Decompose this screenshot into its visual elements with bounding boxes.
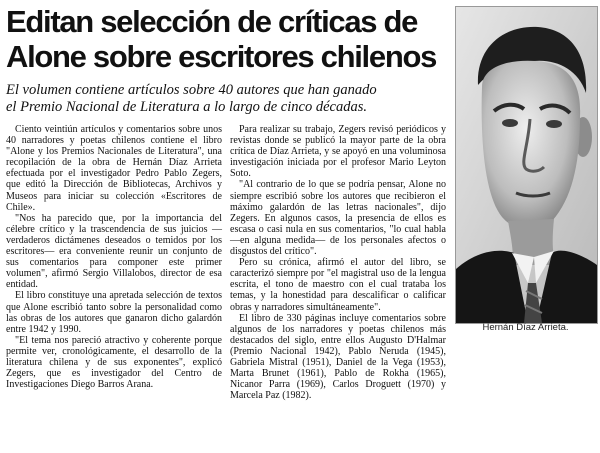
portrait-photo <box>455 6 598 324</box>
headline-line-2: Alone sobre escritores chilenos <box>6 39 437 74</box>
headline <box>6 4 446 74</box>
paragraph: El libro de 330 páginas incluye comentarios sobre algunos de los narradores y poetas chilenos más destacados del siglo, entre ellos Augusto D'Halmar (Premio Nacional 1942), Pablo Neruda (1945), Gabriela Mistral (1951), Daniel de la Vega (1953), Marta Brunet (1961), Pablo de Rokha (1965), Nicanor Parra (1969), Carlos Droguett (1970) y Marcela Paz (1982). <box>230 312 446 402</box>
paragraph: Ciento veintiún artículos y comentarios sobre unos 40 narradores y poetas chilenos contiene el libro "Alone y los Premios Nacionales de Literatura", una recopilación de la obra de Hernán Díaz Arrieta efectuada por el investigador Pedro Pablo Zegers, que editó la Dirección de Bibliotecas, Archivos y Museos para iniciar su colección «Escritores de Chile». <box>6 124 222 213</box>
subheadline <box>6 82 451 116</box>
paragraph: Para realizar su trabajo, Zegers revisó periódicos y revistas donde se publicó la mayor parte de la obra crítica de Díaz Arrieta, y se apoyó en una voluminosa investigación iniciada por el profesor Mario Leyton Soto. <box>230 124 446 180</box>
photo-caption: Hernán Díaz Arrieta. <box>482 322 569 333</box>
article-column-left <box>6 124 222 451</box>
paragraph: Pero su crónica, afirmó el autor del libro, se caracterizó siempre por "el magistral uso de la lengua escrita, el tono de maestro con el cual trataba los temas, y la honestidad para descalificar o calificar obras y narradores simultáneamente". <box>230 257 446 313</box>
headline-line-1: Editan selección de críticas de <box>6 4 418 39</box>
paragraph: "Nos ha parecido que, por la importancia del célebre crítico y la trascendencia de sus juicios —verdaderos dictámenes deseados o temidos por los escritores— era conveniente reunir un conjunto de sus comentarios para componer este primer volumen", afirmó Sergio Villalobos, director de esa entidad. <box>6 212 222 291</box>
paragraph: El libro constituye una apretada selección de textos que Alone escribió tanto sobre la personalidad como las obras de los autores que ganaron dicho galardón entre 1942 y 1990. <box>6 290 222 335</box>
portrait-illustration <box>456 7 597 323</box>
paragraph: "Al contrario de lo que se podría pensar, Alone no siempre escribió sobre los autores que recibieron el máximo galardón de las letras nacionales", dijo Zegers. En algunos casos, la presencia de ellos es escasa o casi nula en sus comentarios, "lo cual habla —en alguna medida— de los personales afectos o disgustos del crítico". <box>230 179 446 258</box>
article-column-right <box>230 124 446 451</box>
paragraph: "El tema nos pareció atractivo y coherente porque permite ver, cronológicamente, el desarrollo de la literatura chilena y de sus exponentes", explicó Zegers, que es investigador del Centro de Investigaciones Diego Barros Arana. <box>6 334 222 391</box>
subheadline-line-2: el Premio Nacional de Literatura a lo largo de cinco décadas. <box>6 99 367 115</box>
subheadline-line-1: El volumen contiene artículos sobre 40 autores que han ganado <box>6 82 377 98</box>
article-body <box>6 124 446 451</box>
